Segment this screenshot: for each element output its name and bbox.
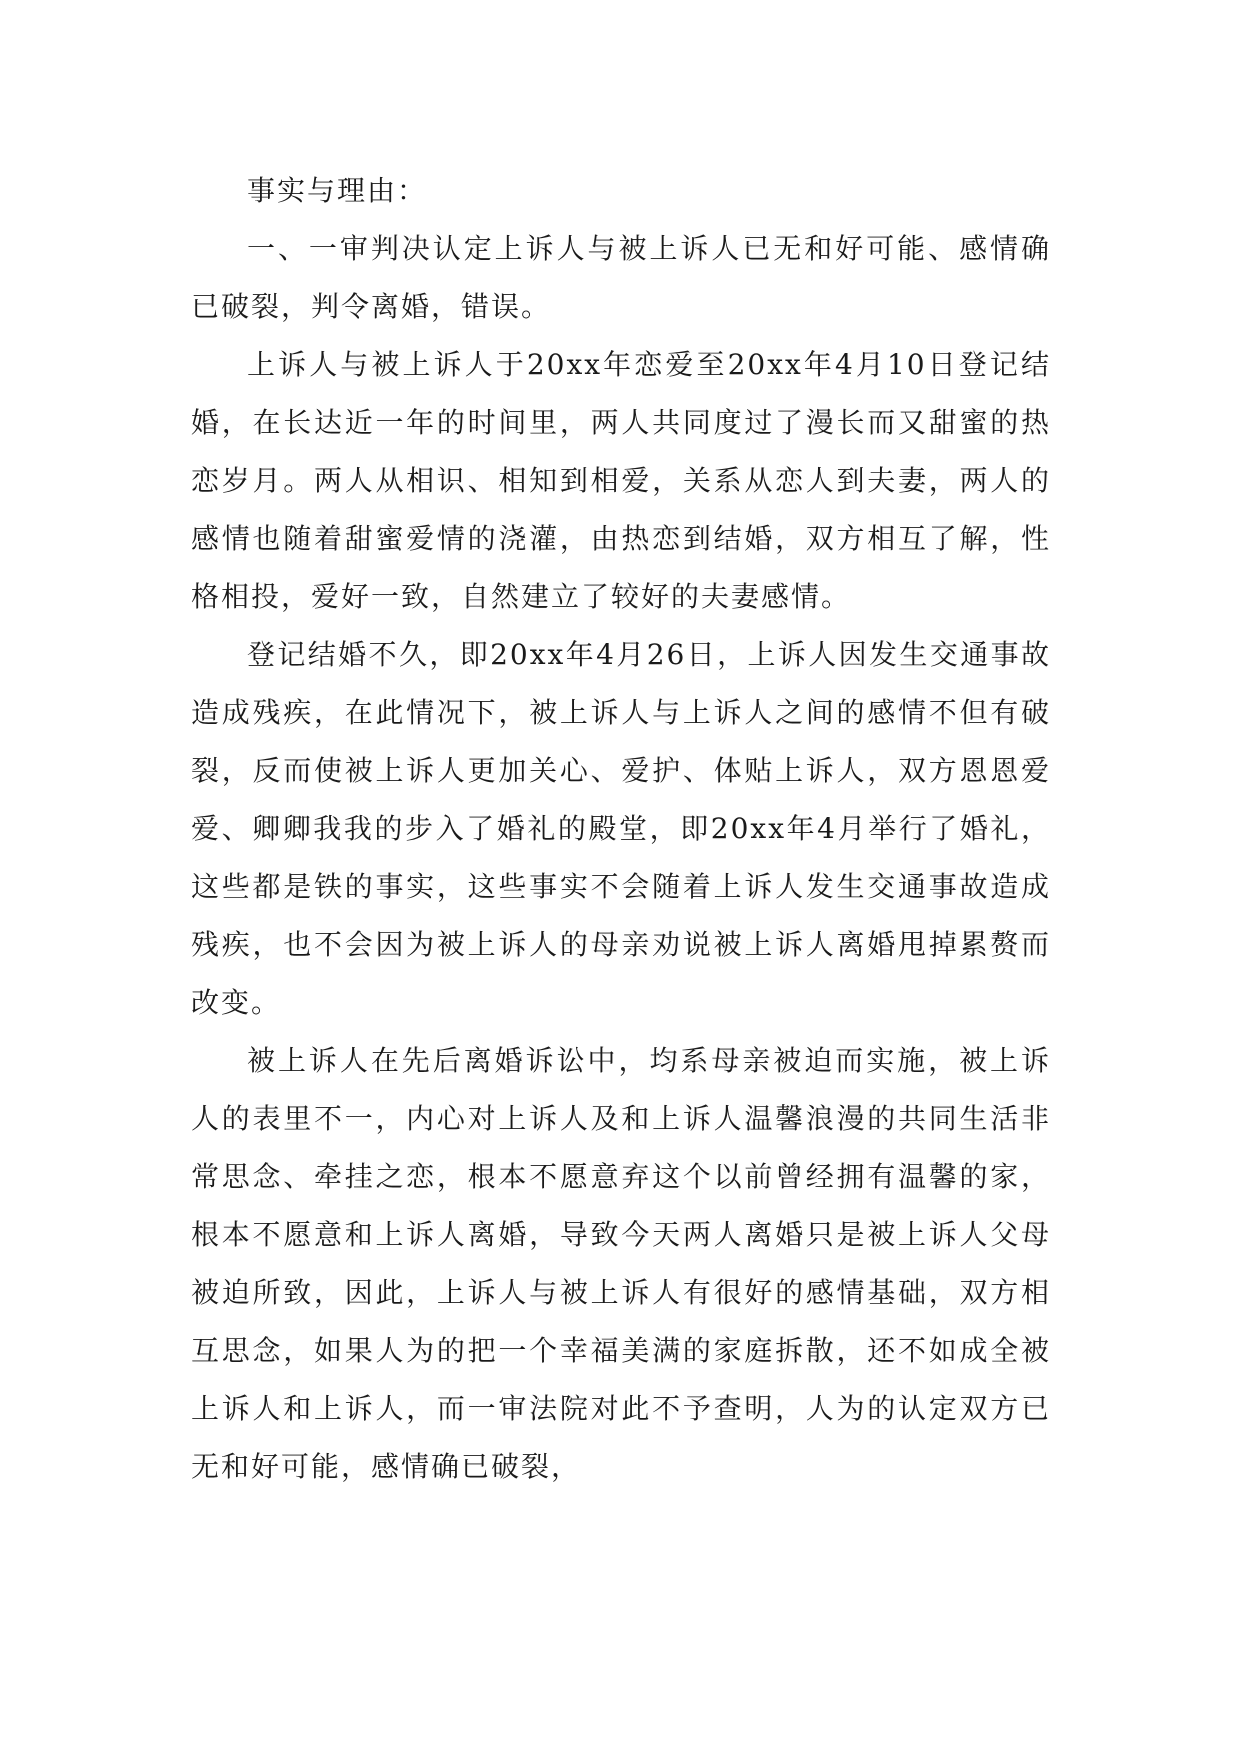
section-heading: 事实与理由： — [247, 174, 428, 207]
paragraph-point-one: 一、一审判决认定上诉人与被上诉人已无和好可能、感情确已破裂，判令离婚，错误。 — [191, 232, 1051, 323]
paragraph-relationship: 上诉人与被上诉人于20xx年恋爱至20xx年4月10日登记结婚，在长达近一年的时间里，两人共同度过了漫长而又甜蜜的热恋岁月。两人从相识、相知到相爱，关系从恋人到夫妻，两人的感情也随着甜蜜爱情的浇灌，由热恋到结婚，双方相互了解，性格相投，爱好一致，自然建立了较好的夫妻感情。 — [191, 348, 1051, 613]
document-body — [191, 162, 1051, 1496]
paragraph-divorce-litigation: 被上诉人在先后离婚诉讼中，均系母亲被迫而实施，被上诉人的表里不一，内心对上诉人及和上诉人温馨浪漫的共同生活非常思念、牵挂之恋，根本不愿意弃这个以前曾经拥有温馨的家，根本不愿意和上诉人离婚，导致今天两人离婚只是被上诉人父母被迫所致，因此，上诉人与被上诉人有很好的感情基础，双方相互思念，如果人为的把一个幸福美满的家庭拆散，还不如成全被上诉人和上诉人，而一审法院对此不予查明，人为的认定双方已无和好可能，感情确已破裂， — [191, 1044, 1051, 1483]
paragraph-accident: 登记结婚不久，即20xx年4月26日，上诉人因发生交通事故造成残疾，在此情况下，被上诉人与上诉人之间的感情不但有破裂，反而使被上诉人更加关心、爱护、体贴上诉人，双方恩恩爱爱、卿卿我我的步入了婚礼的殿堂，即20xx年4月举行了婚礼，这些都是铁的事实，这些事实不会随着上诉人发生交通事故造成残疾，也不会因为被上诉人的母亲劝说被上诉人离婚甩掉累赘而改变。 — [191, 638, 1051, 1019]
